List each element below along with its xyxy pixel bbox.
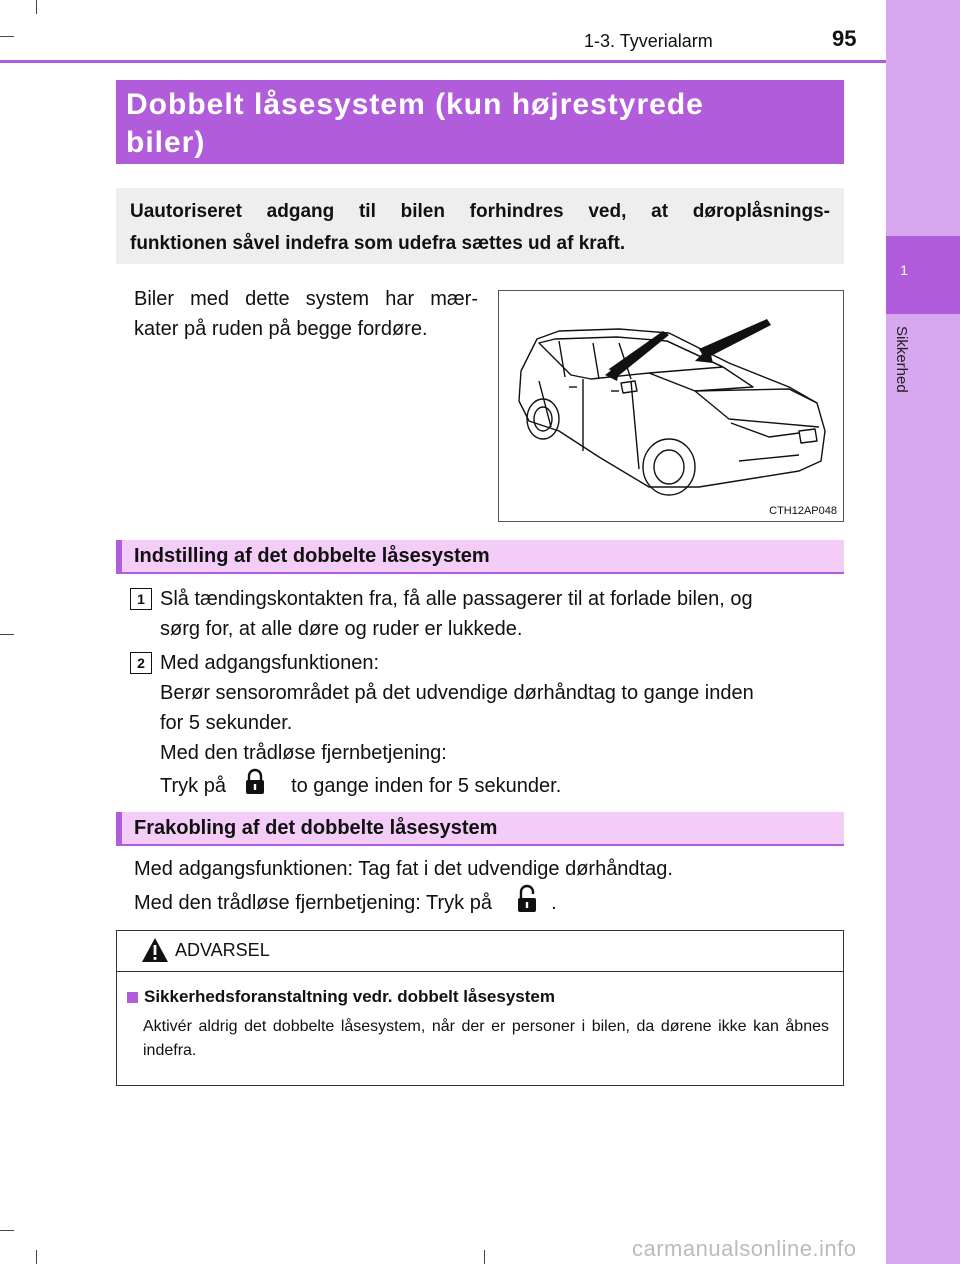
chapter-number: 1 bbox=[900, 262, 908, 278]
warning-bar bbox=[117, 931, 843, 972]
step-2-line-5 bbox=[160, 768, 846, 805]
release-line-2 bbox=[134, 884, 844, 923]
page-number: 95 bbox=[832, 26, 857, 51]
step-1-text bbox=[160, 584, 846, 644]
crop-mark bbox=[36, 0, 37, 14]
crop-mark bbox=[0, 634, 14, 635]
warning-text: Aktivér aldrig det dobbelte låsesystem, når der er personer i bilen, da dørene ikke kan åbnes indefra. bbox=[143, 1018, 829, 1059]
intro-line-2: funktionen såvel indefra som udefra sættes ud af kraft. bbox=[130, 233, 626, 254]
lock-icon bbox=[244, 768, 266, 805]
marker-text bbox=[134, 284, 478, 344]
step-2-line-1: Med adgangsfunktionen: bbox=[160, 652, 380, 674]
step-2-press-suffix: to gange inden for 5 sekunder. bbox=[291, 774, 562, 797]
intro-box bbox=[116, 188, 844, 264]
crop-mark bbox=[0, 36, 14, 37]
step-2-line-2: Berør sensorområdet på det udvendige dørhåndtag to gange inden bbox=[160, 682, 754, 704]
step-1-line-1: Slå tændingskontakten fra, få alle passagerer til at forlade bilen, og bbox=[160, 588, 753, 610]
release-press-suffix: . bbox=[551, 891, 557, 914]
header-rule bbox=[0, 60, 886, 63]
page-title bbox=[116, 80, 844, 164]
step-1-line-2: sørg for, at alle døre og ruder er lukkede. bbox=[160, 618, 523, 640]
crop-mark bbox=[36, 1250, 37, 1264]
unlock-icon bbox=[516, 884, 538, 923]
crop-mark bbox=[484, 1250, 485, 1264]
chapter-label: Sikkerhed bbox=[893, 326, 910, 393]
marker-text-line-2: kater på ruden på begge fordøre. bbox=[134, 318, 428, 340]
warning-box bbox=[116, 930, 844, 1086]
release-press-text: Med den trådløse fjernbetjening: Tryk på bbox=[134, 891, 492, 914]
car-illustration bbox=[498, 290, 844, 522]
warning-label: ADVARSEL bbox=[175, 940, 270, 960]
figure-caption: CTH12AP048 bbox=[769, 505, 837, 517]
car-with-window-marker-arrows-icon bbox=[499, 291, 843, 521]
intro-line-1: Uautoriseret adgang til bilen forhindres ved, at døroplåsnings- bbox=[130, 201, 830, 222]
step-2-line-4: Med den trådløse fjernbetjening: bbox=[160, 742, 447, 764]
warning-triangle-icon bbox=[141, 937, 169, 968]
release-text bbox=[134, 854, 844, 923]
warning-heading bbox=[127, 987, 555, 1007]
page-title-line-2: biler) bbox=[126, 126, 206, 159]
page-title-line-1: Dobbelt låsesystem (kun højrestyrede bbox=[126, 88, 704, 121]
step-2-text bbox=[160, 648, 846, 805]
setting-heading: Indstilling af det dobbelte låsesystem bbox=[116, 540, 844, 574]
chapter-side-tab bbox=[886, 0, 960, 1264]
bullet-square-icon bbox=[127, 992, 138, 1003]
step-1-number: 1 bbox=[130, 588, 152, 610]
step-2-number: 2 bbox=[130, 652, 152, 674]
crop-mark bbox=[0, 1230, 14, 1231]
step-2-line-3: for 5 sekunder. bbox=[160, 712, 293, 734]
step-2-press-text: Tryk på bbox=[160, 774, 226, 797]
release-line-1: Med adgangsfunktionen: Tag fat i det udvendige dørhåndtag. bbox=[134, 858, 673, 880]
marker-text-line-1: Biler med dette system har mær- bbox=[134, 288, 478, 310]
watermark: carmanualsonline.info bbox=[632, 1236, 857, 1261]
warning-heading-text: Sikkerhedsforanstaltning vedr. dobbelt låsesystem bbox=[144, 987, 555, 1006]
section-title: 1-3. Tyverialarm bbox=[584, 31, 713, 51]
release-heading: Frakobling af det dobbelte låsesystem bbox=[116, 812, 844, 846]
chapter-label-vertical bbox=[888, 326, 918, 426]
